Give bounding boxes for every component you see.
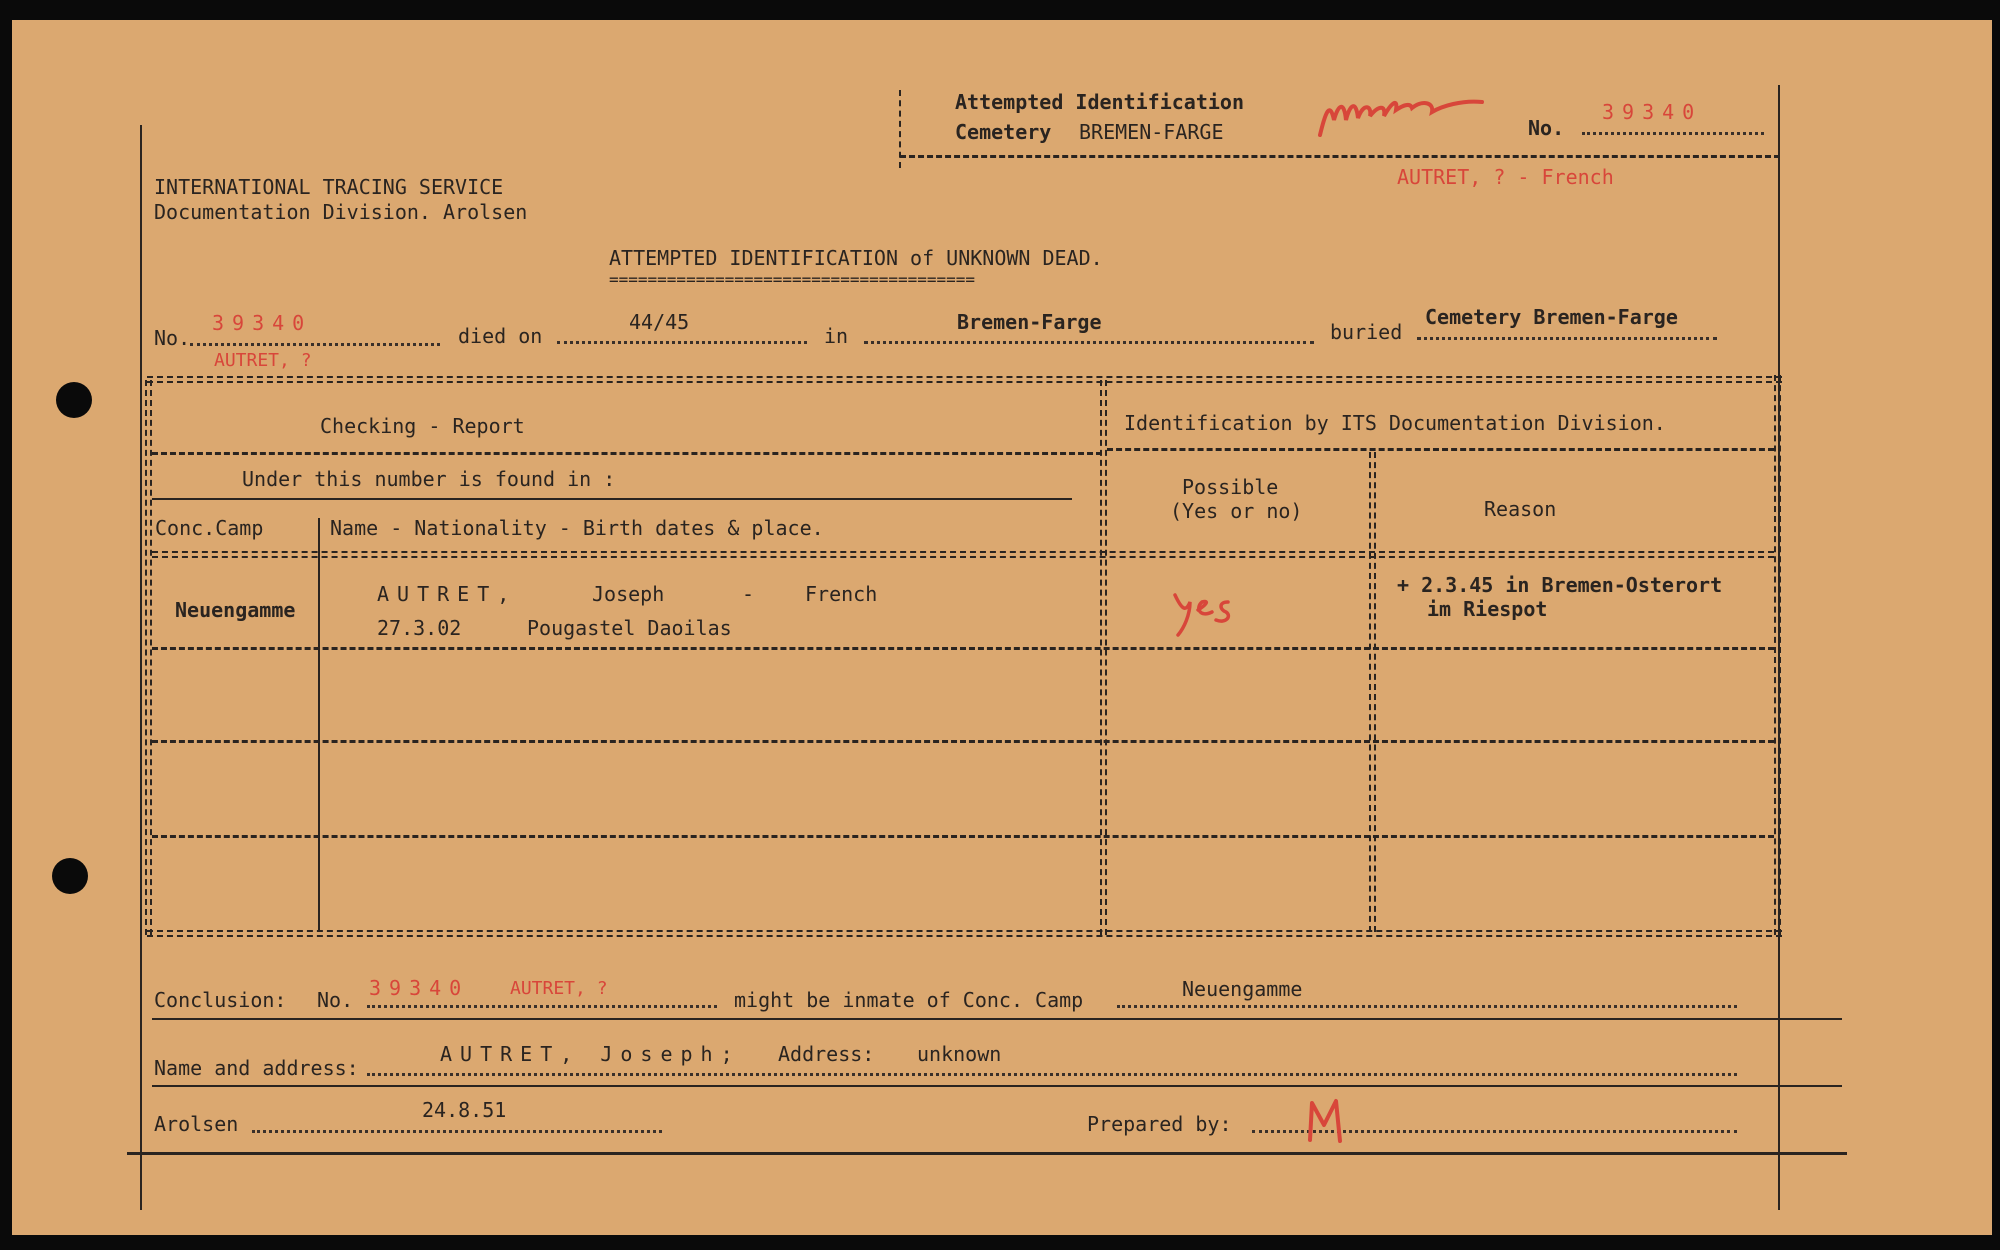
row2-rule xyxy=(152,740,1774,743)
table-bottom-rule xyxy=(147,930,1782,937)
table-top-rule xyxy=(147,376,1782,383)
checking-header: Checking - Report xyxy=(320,414,525,438)
date-dots xyxy=(252,1130,662,1133)
row1-rule xyxy=(152,647,1774,650)
row-birth-date: 27.3.02 xyxy=(377,616,462,640)
conclusion-name: AUTRET, ? xyxy=(510,978,608,999)
org-line2: Documentation Division. Arolsen xyxy=(154,200,528,224)
conclusion-no-value: 39340 xyxy=(369,976,470,1000)
name-address-name: AUTRET, Joseph; xyxy=(440,1042,741,1066)
col-name: Name - Nationality - Birth dates & place. xyxy=(330,516,824,540)
form-title-underline: ====================================== xyxy=(609,270,976,289)
row-dash: - xyxy=(742,582,755,606)
stamp-line2-label: Cemetery xyxy=(955,120,1052,144)
record-name: AUTRET, ? xyxy=(214,350,312,371)
record-no-label: No. xyxy=(154,326,191,350)
in-value: Bremen-Farge xyxy=(957,310,1102,334)
card-left-rule xyxy=(140,125,142,1210)
found-in-rule xyxy=(152,498,1072,500)
conclusion-no-dots xyxy=(367,1005,717,1008)
row-camp: Neuengamme xyxy=(175,598,296,622)
address-label: Address: xyxy=(778,1042,875,1066)
record-no-value: 39340 xyxy=(212,311,313,335)
ident-header: Identification by ITS Documentation Division. xyxy=(1124,411,1666,435)
handwritten-initial-mark xyxy=(1302,1095,1352,1145)
camp-name-divider xyxy=(318,518,320,932)
in-label: in xyxy=(824,324,849,348)
conclusion-label: Conclusion: xyxy=(154,988,287,1012)
ident-header-rule xyxy=(1107,448,1774,451)
name-address-rule xyxy=(152,1085,1842,1087)
date-value: 24.8.51 xyxy=(422,1098,507,1122)
index-card xyxy=(12,20,1992,1235)
row-reason-line1: + 2.3.45 in Bremen-Osterort xyxy=(1397,573,1723,597)
died-value: 44/45 xyxy=(629,310,690,334)
stamp-line2-value: BREMEN-FARGE xyxy=(1079,120,1224,144)
table-right-rule xyxy=(1774,375,1781,935)
in-dots xyxy=(864,341,1314,344)
died-label: died on xyxy=(458,324,543,348)
possible-reason-divider xyxy=(1369,452,1376,932)
buried-dots xyxy=(1417,337,1717,340)
card-bottom-rule xyxy=(127,1152,1847,1155)
col-camp: Conc.Camp xyxy=(155,516,264,540)
row-nationality: French xyxy=(805,582,878,606)
prepared-label: Prepared by: xyxy=(1087,1112,1232,1136)
row-given-name: Joseph xyxy=(592,582,665,606)
place-label: Arolsen xyxy=(154,1112,239,1136)
stamp-no-label: No. xyxy=(1528,116,1565,140)
row-birth-place: Pougastel Daoilas xyxy=(527,616,732,640)
row-surname: AUTRET, xyxy=(377,582,518,606)
stamp-bottom-rule xyxy=(900,155,1780,158)
died-dots xyxy=(557,341,807,344)
section-divider xyxy=(1100,380,1107,935)
org-line1: INTERNATIONAL TRACING SERVICE xyxy=(154,175,504,199)
punch-hole-top xyxy=(56,382,92,418)
stamp-subject: AUTRET, ? - French xyxy=(1397,165,1614,189)
conclusion-camp-dots xyxy=(1117,1005,1737,1008)
row-reason-line2: im Riespot xyxy=(1427,597,1548,621)
stamp-no-dots xyxy=(1582,132,1764,135)
stamp-no-value: 39340 xyxy=(1602,100,1703,124)
record-no-dots xyxy=(190,343,440,346)
handwritten-yes-mark xyxy=(1170,580,1250,640)
name-address-label: Name and address: xyxy=(154,1056,359,1080)
conclusion-text: might be inmate of Conc. Camp xyxy=(734,988,1084,1012)
handwritten-made-mark xyxy=(1312,80,1532,150)
conclusion-rule xyxy=(152,1018,1842,1020)
name-address-dots xyxy=(367,1073,1737,1076)
row3-rule xyxy=(152,835,1774,838)
stamp-line1: Attempted Identification xyxy=(955,90,1244,114)
address-value: unknown xyxy=(917,1042,1002,1066)
col-possible-1: Possible xyxy=(1182,475,1279,499)
punch-hole-bottom xyxy=(52,858,88,894)
col-possible-2: (Yes or no) xyxy=(1170,499,1303,523)
table-left-rule xyxy=(145,380,152,935)
found-in-label: Under this number is found in : xyxy=(242,467,616,491)
conclusion-camp-value: Neuengamme xyxy=(1182,977,1303,1001)
checking-header-rule xyxy=(152,452,1102,455)
buried-value: Cemetery Bremen-Farge xyxy=(1425,305,1678,329)
conclusion-no-label: No. xyxy=(317,988,354,1012)
buried-label: buried xyxy=(1330,320,1403,344)
column-header-rule xyxy=(152,551,1774,558)
form-title: ATTEMPTED IDENTIFICATION of UNKNOWN DEAD. xyxy=(609,246,1103,270)
col-reason: Reason xyxy=(1484,497,1557,521)
